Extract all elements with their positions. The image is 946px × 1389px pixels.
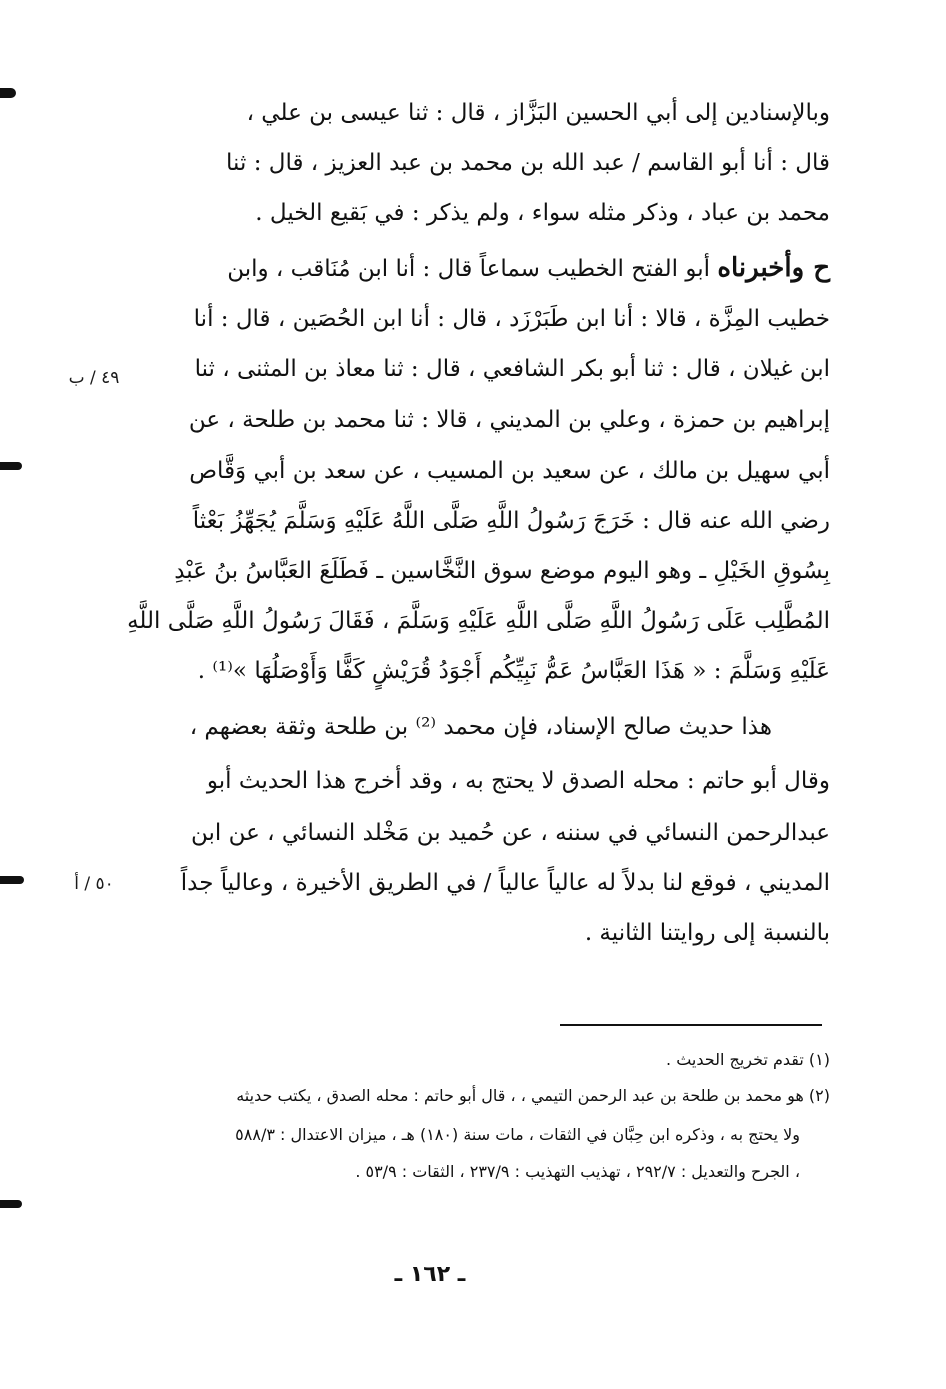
text-line: المُطَّلِب عَلَى رَسُولُ اللَّهِ صَلَّى اللَّهِ عَلَيْهِ وَسَلَّمَ ، فَقَالَ رَسُولُ اللَّهِ صَلَّى اللَّهِ xyxy=(127,608,830,634)
margin-folio-note: ٥٠ / أ xyxy=(74,874,114,894)
scan-edge-mark xyxy=(0,876,24,884)
text-line: محمد بن عباد ، وذكر مثله سواء ، ولم يذكر : في بَقيع الخيل . xyxy=(255,200,830,226)
text-line: ابن غيلان ، قال : ثنا أبو بكر الشافعي ، قال : ثنا معاذ بن المثنى ، ثنا xyxy=(194,356,830,382)
text-line: المديني ، فوقع لنا بدلاً له عالياً عالياً / في الطريق الأخيرة ، وعالياً جداً xyxy=(180,870,830,896)
text-line: عبدالرحمن النسائي في سننه ، عن حُميد بن مَخْلد النسائي ، عن ابن xyxy=(190,820,830,846)
text-line: رضي الله عنه قال : خَرَجَ رَسُولُ اللَّهِ صَلَّى اللَّهُ عَلَيْهِ وَسَلَّمَ يُجَهِّزُ بَعْثاً xyxy=(192,508,830,534)
scan-edge-mark xyxy=(0,462,22,470)
footnote-line: (٢) هو محمد بن طلحة بن عبد الرحمن التيمي ، ، قال أبو حاتم : محله الصدق ، يكتب حديثه xyxy=(236,1086,830,1105)
text-line: إبراهيم بن حمزة ، وعلي بن المديني ، قالا : ثنا محمد بن طلحة ، عن xyxy=(188,407,830,433)
page-number: ـ ١٦٢ ـ xyxy=(394,1262,466,1287)
bold-lead-phrase: ح وأخبرناه xyxy=(717,253,830,283)
text-line: وقال أبو حاتم : محله الصدق لا يحتج به ، وقد أخرج هذا الحديث أبو xyxy=(206,768,830,794)
text-line: هذا حديث صالح الإسناد، فإن محمد ⁽²⁾ بن طلحة وثقة بعضهم ، xyxy=(189,714,772,740)
footnote-line: ، الجرح والتعديل : ٢٩٢/٧ ، تهذيب التهذيب : ٢٣٧/٩ ، الثقات : ٥٣/٩ . xyxy=(355,1162,800,1181)
footnote-line: ولا يحتج به ، وذكره ابن حِبَّان في الثقات ، مات سنة (١٨٠) هـ ، ميزان الاعتدال : ٥٨٨/٣ xyxy=(235,1125,800,1144)
scan-edge-mark xyxy=(0,88,16,98)
footnote-separator xyxy=(560,1024,822,1026)
text-line: بالنسبة إلى روايتنا الثانية . xyxy=(584,920,830,946)
text-line: خطيب المِزَّة ، قالا : أنا ابن طَبَرْزَد ، قال : أنا ابن الحُصَين ، قال : أنا xyxy=(193,306,830,332)
scan-edge-mark xyxy=(0,1200,22,1208)
text-line: وبالإسنادين إلى أبي الحسين البَزَّاز ، قال : ثنا عيسى بن علي ، xyxy=(246,100,830,126)
text-line: عَلَيْهِ وَسَلَّمَ : « هَذَا العَبَّاسُ عَمُّ نَبِيِّكُم أَجْوَدُ قُرَيْشٍ كَفًّا وَأَوْصَلُهَا »⁽¹⁾ . xyxy=(197,658,830,684)
text-line xyxy=(227,253,830,283)
footnote-line: (١) تقدم تخريج الحديث . xyxy=(666,1050,830,1069)
text-line: قال : أنا أبو القاسم / عبد الله بن محمد بن عبد العزيز ، قال : ثنا xyxy=(226,150,830,176)
margin-folio-note: ٤٩ / ب xyxy=(68,368,120,388)
text-span: أبو الفتح الخطيب سماعاً قال : أنا ابن مُنَاقب ، وابن xyxy=(227,256,711,282)
text-line: أبي سهيل بن مالك ، عن سعيد بن المسيب ، عن سعد بن أبي وَقَّاص xyxy=(189,458,830,484)
text-line: بِسُوقِ الخَيْلِ ـ وهو اليوم موضع سوق النَّخَّاسين ـ فَطَلَعَ العَبَّاسُ بنُ عَبْدِ xyxy=(174,558,830,584)
